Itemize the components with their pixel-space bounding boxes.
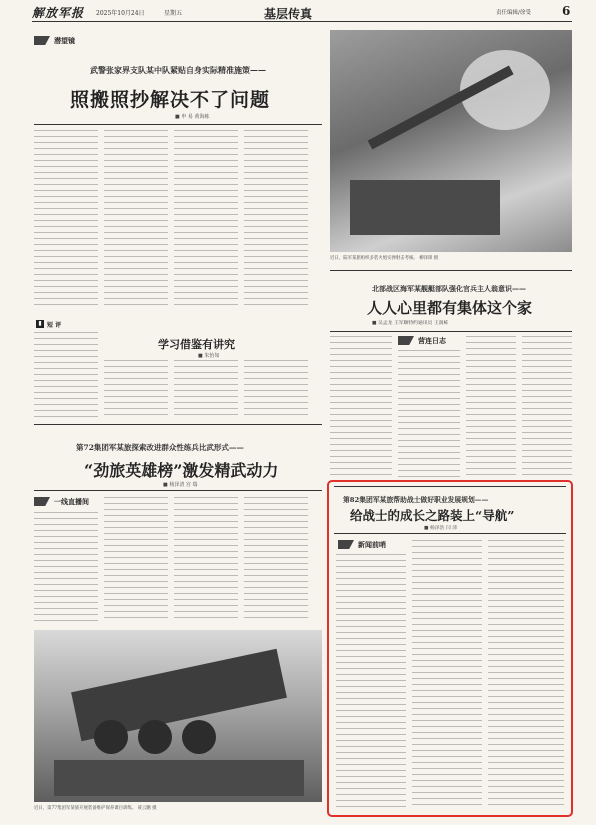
article-body-col-3	[174, 130, 238, 310]
study-body-col-3	[244, 360, 308, 418]
section-title: 基层传真	[264, 7, 313, 21]
commentary-text: 短 评	[47, 322, 62, 329]
right-body-col-2	[398, 350, 460, 478]
vehicle-base	[54, 760, 304, 796]
star-badge-icon	[398, 336, 414, 345]
artillery-photo	[330, 30, 572, 252]
commentary-body	[34, 332, 98, 418]
right-kicker: 北部战区海军某舰艇部队强化官兵主人翁意识——	[372, 284, 526, 293]
feature-headline: 给战士的成长之路装上“导航”	[350, 508, 515, 523]
launch-tube-3	[182, 720, 216, 754]
right-section-rule	[330, 270, 572, 271]
right-body-col-4	[522, 336, 572, 478]
column-label: 一线直播间	[54, 498, 89, 506]
page-number: 6	[562, 4, 571, 18]
middle-byline-rule	[34, 490, 322, 491]
study-headline: 学习借鉴有讲究	[158, 338, 235, 351]
feature-top-rule	[334, 486, 566, 487]
article-body-col-4	[244, 130, 308, 310]
right-byline: ■ 吴孟龙 王军顺特约通讯员 王润栋	[372, 321, 449, 326]
howitzer-body	[350, 180, 500, 235]
masthead	[32, 4, 572, 22]
feature-kicker: 第82集团军某旅帮助战士做好职业发展规划——	[343, 496, 489, 504]
article-body-col-2	[104, 130, 168, 310]
commentary-icon: ▮	[36, 320, 44, 328]
middle-headline: “劲旅英雄榜”激发精武动力	[84, 461, 279, 480]
right-body-col-3	[466, 336, 516, 478]
maintenance-photo	[34, 630, 322, 802]
study-body-col-2	[174, 360, 238, 418]
issue-weekday: 星期五	[164, 10, 183, 17]
study-byline: ■ 朱怡如	[198, 353, 220, 359]
right-body-col-1	[330, 336, 392, 478]
maintenance-photo-caption: 近日，第77集团军某旅开展装备维护保养课目训练。 聂云鹏 摄	[34, 806, 157, 811]
column-label: 新闻前哨	[358, 541, 386, 549]
launch-tube-2	[138, 720, 172, 754]
middle-body-col-3	[174, 497, 238, 622]
star-badge-icon	[34, 36, 50, 45]
feature-byline: ■ 杨泽浩 闫 沛	[424, 526, 458, 531]
article-kicker: 武警张家界支队某中队紧贴自身实际精准施策——	[90, 65, 266, 75]
star-badge-icon	[34, 497, 50, 506]
right-headline: 人人心里都有集体这个家	[367, 299, 533, 317]
middle-byline: ■ 杨泽清 宫 瑞	[163, 482, 198, 488]
column-label: 营连日志	[418, 337, 446, 345]
feature-byline-rule	[334, 533, 566, 534]
feature-body-col-1	[336, 554, 406, 808]
article-body-col-1	[34, 130, 98, 310]
feature-body-col-2	[412, 540, 482, 808]
artillery-photo-caption: 近日，陆军某旅组织多装火炮实弹射击考核。 柳泽锋 摄	[330, 256, 439, 261]
middle-rule	[34, 424, 322, 425]
middle-body-col-4	[244, 497, 308, 622]
article-byline: ■ 申 易 黄海栋	[175, 114, 210, 120]
right-byline-rule	[330, 331, 572, 332]
launch-tube-1	[94, 720, 128, 754]
feature-body-col-3	[488, 540, 564, 808]
study-body-col-1	[104, 360, 168, 418]
middle-kicker: 第72集团军某旅探索改进群众性练兵比武形式——	[76, 443, 244, 452]
middle-body-col-2	[104, 497, 168, 622]
issue-date: 2025年10月24日	[96, 10, 145, 17]
byline-rule	[34, 124, 322, 125]
editor-credit: 责任编辑/徐受	[496, 10, 531, 16]
middle-body-col-1	[34, 512, 98, 622]
article-headline: 照搬照抄解决不了问题	[70, 89, 271, 111]
column-label: 潜望镜	[54, 37, 75, 45]
newspaper-logo: 解放军报	[32, 6, 85, 20]
masthead-rule	[32, 21, 572, 22]
